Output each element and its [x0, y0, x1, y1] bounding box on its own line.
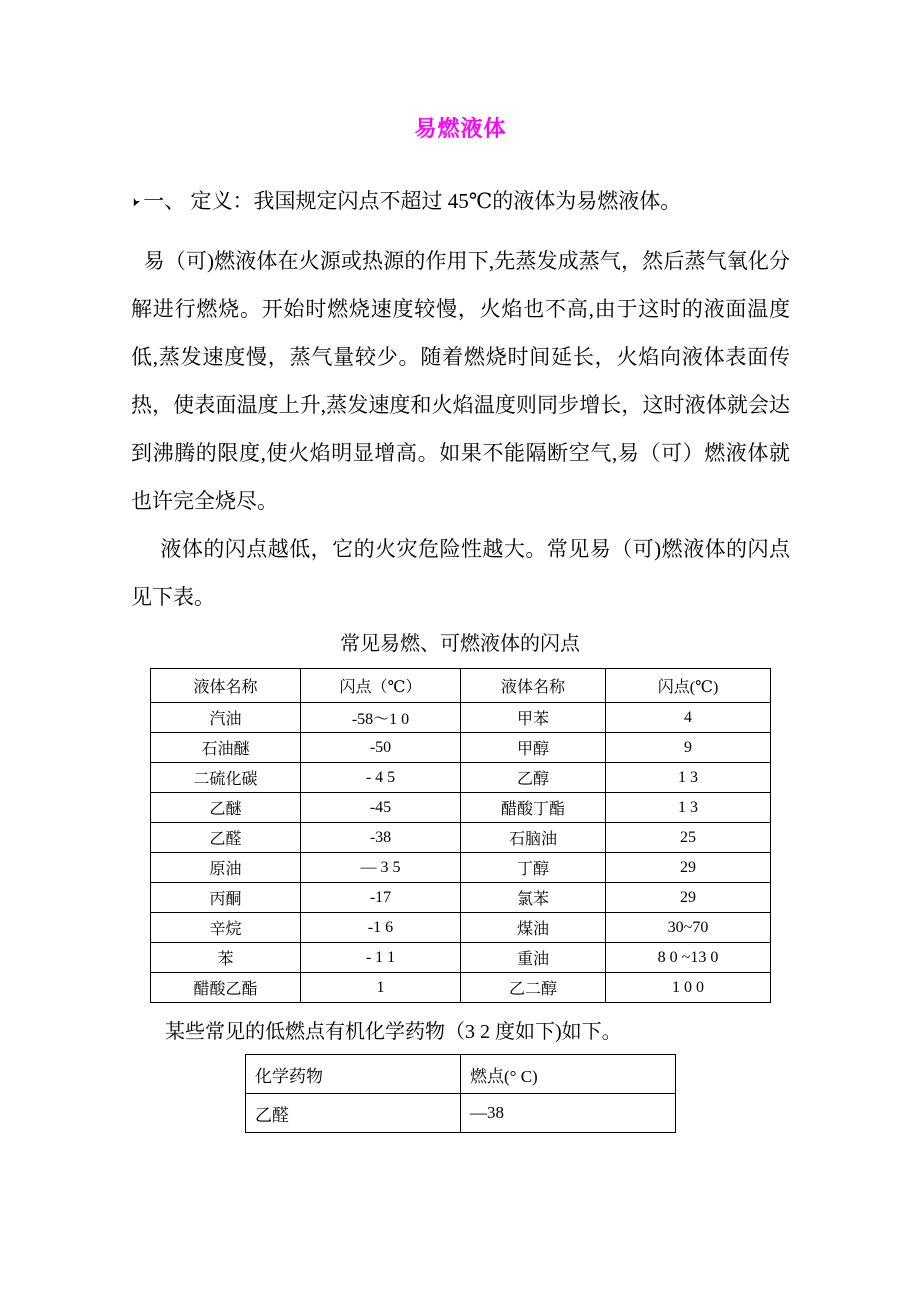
table-cell: 辛烷 — [151, 913, 301, 943]
table-cell: —38 — [461, 1094, 676, 1133]
column-header: 液体名称 — [151, 669, 301, 703]
table-cell: 汽油 — [151, 703, 301, 733]
column-header: 燃点(° C) — [461, 1055, 676, 1094]
table-cell: 乙醛 — [151, 823, 301, 853]
table-cell: 29 — [606, 883, 771, 913]
table-cell: 石油醚 — [151, 733, 301, 763]
table-cell: 苯 — [151, 943, 301, 973]
table-row — [151, 763, 771, 793]
table-cell: 乙醚 — [151, 793, 301, 823]
table-cell: 煤油 — [461, 913, 606, 943]
table-row — [151, 883, 771, 913]
table-cell: 氯苯 — [461, 883, 606, 913]
body-paragraph: 液体的闪点越低，它的火灾危险性越大。常见易（可)燃液体的闪点见下表。 — [131, 537, 790, 609]
table-row — [151, 793, 771, 823]
column-header: 化学药物 — [246, 1055, 461, 1094]
table-cell: -38 — [301, 823, 461, 853]
definition-text: 一、 定义：我国规定闪点不超过 45℃的液体为易燃液体。 — [143, 189, 682, 213]
table-cell: 丙酮 — [151, 883, 301, 913]
definition-line — [127, 185, 790, 215]
table-row — [151, 943, 771, 973]
table-cell: -50 — [301, 733, 461, 763]
table-cell: 乙二醇 — [461, 973, 606, 1003]
table-cell: 8 0 ~13 0 — [606, 943, 771, 973]
page-title: 易燃液体 — [414, 116, 507, 141]
table-cell: 30~70 — [606, 913, 771, 943]
table-header-row — [246, 1055, 676, 1094]
table-cell: 9 — [606, 733, 771, 763]
ignition-point-table — [245, 1054, 676, 1133]
table-cell: 1 — [301, 973, 461, 1003]
table-row — [246, 1094, 676, 1133]
table-row — [151, 703, 771, 733]
table-row — [151, 823, 771, 853]
table-cell: 重油 — [461, 943, 606, 973]
table-cell: 醋酸丁酯 — [461, 793, 606, 823]
table-cell: 二硫化碳 — [151, 763, 301, 793]
table-cell: — 3 5 — [301, 853, 461, 883]
table-cell: 醋酸乙酯 — [151, 973, 301, 1003]
table-row — [151, 733, 771, 763]
table-cell: 1 0 0 — [606, 973, 771, 1003]
table-header-row — [151, 669, 771, 703]
bullet-arrow-icon: ➤ — [127, 195, 143, 210]
table-row — [151, 913, 771, 943]
table-cell: 甲醇 — [461, 733, 606, 763]
table-cell: 4 — [606, 703, 771, 733]
flash-point-table — [150, 668, 771, 1003]
table-cell: - 1 1 — [301, 943, 461, 973]
table-cell: 乙醛 — [246, 1094, 461, 1133]
column-header: 闪点(℃) — [606, 669, 771, 703]
table-cell: 25 — [606, 823, 771, 853]
table-cell: 29 — [606, 853, 771, 883]
table-cell: -1 6 — [301, 913, 461, 943]
table-cell: 丁醇 — [461, 853, 606, 883]
body-paragraph: 易（可)燃液体在火源或热源的作用下,先蒸发成蒸气，然后蒸气氧化分解进行燃烧。开始时燃烧速度较慢，火焰也不高,由于这时的液面温度低,蒸发速度慢，蒸气量较少。随着燃烧时间延长，火焰向液体表面传热，使表面温度上升,蒸发速度和火焰温度则同步增长，这时液体就会达到沸腾的限度,使火焰明显增高。如果不能隔断空气,易（可）燃液体就也许完全烧尽。 — [131, 249, 790, 513]
table-cell: 1 3 — [606, 793, 771, 823]
flash-table-caption: 常见易燃、可燃液体的闪点 — [340, 633, 580, 655]
table-cell: 原油 — [151, 853, 301, 883]
table-cell: -45 — [301, 793, 461, 823]
table-cell: 1 3 — [606, 763, 771, 793]
table-cell: 乙醇 — [461, 763, 606, 793]
table-row — [151, 853, 771, 883]
column-header: 闪点（℃） — [301, 669, 461, 703]
table-row — [151, 973, 771, 1003]
note-text: 某些常见的低燃点有机化学药物（3 2 度如下)如下。 — [165, 1021, 622, 1043]
table-cell: 石脑油 — [461, 823, 606, 853]
table-cell: - 4 5 — [301, 763, 461, 793]
table-cell: -58～1 0 — [301, 703, 461, 733]
table-cell: 甲苯 — [461, 703, 606, 733]
column-header: 液体名称 — [461, 669, 606, 703]
table-cell: -17 — [301, 883, 461, 913]
